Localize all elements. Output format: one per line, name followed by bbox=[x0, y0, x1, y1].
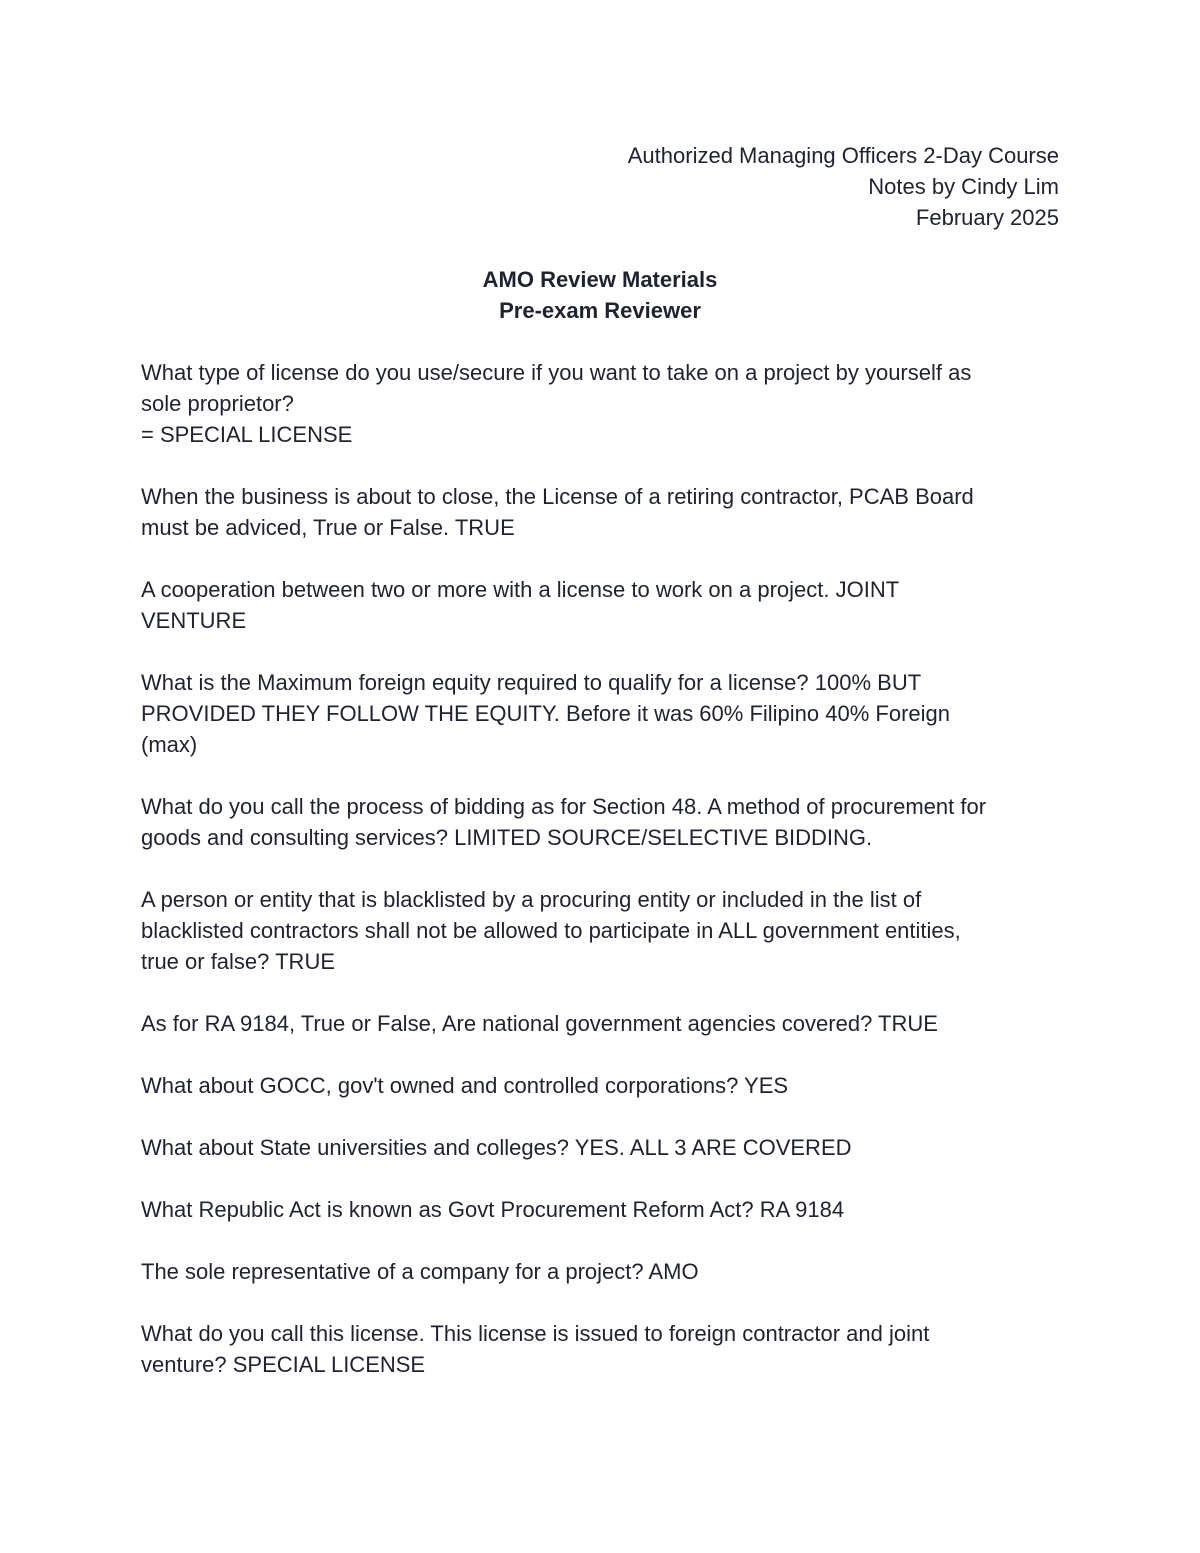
qa-line: must be adviced, True or False. TRUE bbox=[141, 515, 515, 540]
qa-line: sole proprietor? bbox=[141, 391, 294, 416]
qa-line: What Republic Act is known as Govt Procurement Reform Act? RA 9184 bbox=[141, 1197, 845, 1222]
qa-line: As for RA 9184, True or False, Are national government agencies covered? TRUE bbox=[141, 1011, 938, 1036]
qa-line: What type of license do you use/secure if you want to take on a project by yourself as bbox=[141, 360, 972, 385]
date-line: February 2025 bbox=[915, 205, 1059, 230]
qa-line: What about GOCC, gov't owned and controlled corporations? YES bbox=[141, 1073, 789, 1098]
qa-line: A person or entity that is blacklisted by a procuring entity or included in the list of bbox=[141, 887, 922, 912]
qa-line: A cooperation between two or more with a license to work on a project. JOINT bbox=[141, 577, 900, 602]
document-subtitle: Pre-exam Reviewer bbox=[499, 298, 701, 323]
qa-item bbox=[141, 1318, 1059, 1380]
qa-item bbox=[141, 1132, 1059, 1163]
qa-line: blacklisted contractors shall not be allowed to participate in ALL government entities, bbox=[141, 918, 961, 943]
qa-item bbox=[141, 1070, 1059, 1101]
qa-item bbox=[141, 791, 1059, 853]
qa-line: What about State universities and colleges? YES. ALL 3 ARE COVERED bbox=[141, 1135, 852, 1160]
qa-line: When the business is about to close, the License of a retiring contractor, PCAB Board bbox=[141, 484, 974, 509]
author-line: Notes by Cindy Lim bbox=[868, 174, 1059, 199]
document-header bbox=[141, 140, 1059, 233]
course-title: Authorized Managing Officers 2-Day Course bbox=[627, 143, 1059, 168]
qa-line: VENTURE bbox=[141, 608, 247, 633]
title-block bbox=[141, 264, 1059, 326]
qa-item bbox=[141, 1256, 1059, 1287]
qa-list bbox=[141, 357, 1059, 1380]
qa-line: What is the Maximum foreign equity required to qualify for a license? 100% BUT bbox=[141, 670, 922, 695]
qa-item bbox=[141, 1194, 1059, 1225]
qa-line: What do you call the process of bidding as for Section 48. A method of procurement for bbox=[141, 794, 987, 819]
qa-line: PROVIDED THEY FOLLOW THE EQUITY. Before it was 60% Filipino 40% Foreign bbox=[141, 701, 950, 726]
qa-item bbox=[141, 357, 1059, 450]
qa-line: (max) bbox=[141, 732, 198, 757]
qa-line: true or false? TRUE bbox=[141, 949, 336, 974]
qa-item bbox=[141, 884, 1059, 977]
qa-item bbox=[141, 667, 1059, 760]
qa-line: = SPECIAL LICENSE bbox=[141, 422, 353, 447]
qa-line: venture? SPECIAL LICENSE bbox=[141, 1352, 426, 1377]
qa-item bbox=[141, 1008, 1059, 1039]
qa-line: The sole representative of a company for a project? AMO bbox=[141, 1259, 699, 1284]
qa-item bbox=[141, 481, 1059, 543]
qa-line: What do you call this license. This license is issued to foreign contractor and joint bbox=[141, 1321, 930, 1346]
qa-line: goods and consulting services? LIMITED SOURCE/SELECTIVE BIDDING. bbox=[141, 825, 873, 850]
qa-item bbox=[141, 574, 1059, 636]
document-title: AMO Review Materials bbox=[482, 267, 718, 292]
document-page bbox=[141, 140, 1059, 1380]
